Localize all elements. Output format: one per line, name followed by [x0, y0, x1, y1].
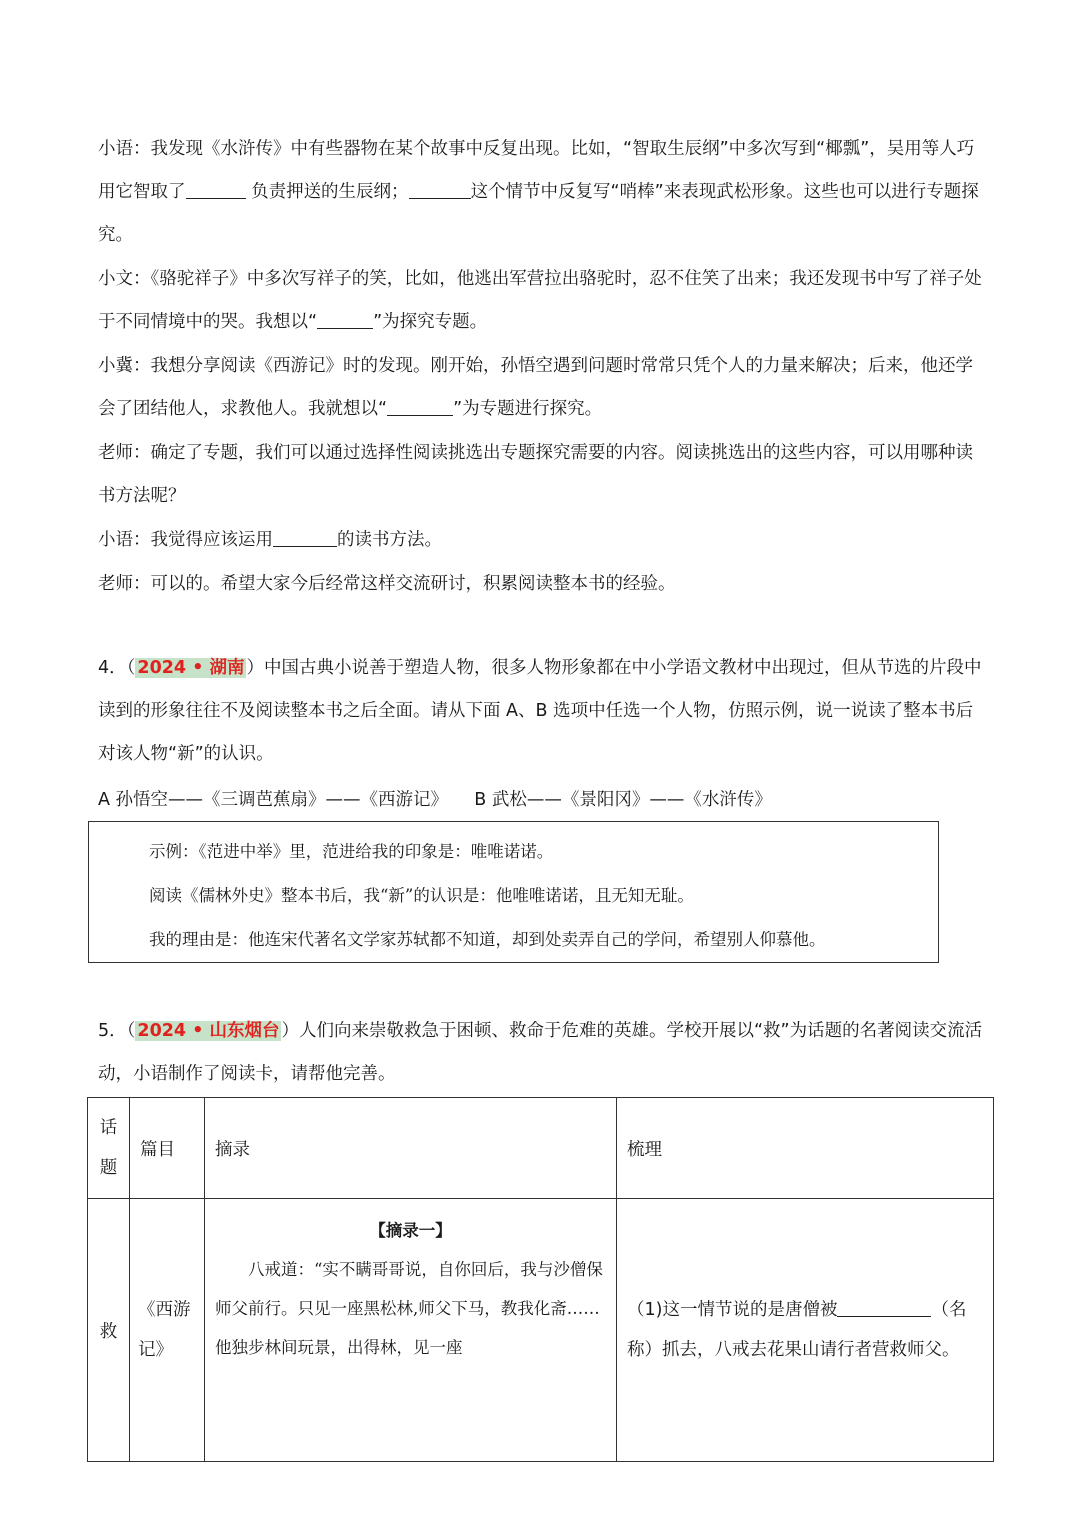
- reading-card-table: [87, 1097, 994, 1462]
- dialogue-xiaoji: 小冀：我想分享阅读《西游记》时的发现。刚开始，孙悟空遇到问题时常常只凭个人的力量来解决；后来，他还学会了团结他人，求教他人。我就想以“ ”为专题进行探究。: [98, 356, 973, 419]
- table-row: [88, 1199, 994, 1462]
- table-header-row: [88, 1098, 994, 1199]
- source-badge: 2024 • 山东烟台: [137, 1021, 280, 1041]
- answer-blank-6[interactable]: [837, 1299, 931, 1318]
- example-line-3: 我的理由是：他连宋代著名文学家苏轼都不知道，却到处卖弄自己的学问，希望别人仰慕他。: [149, 930, 826, 949]
- dialogue-xiaoyu-2: 小语：我觉得应该运用 的读书方法。: [98, 530, 442, 550]
- example-line-2: 阅读《儒林外史》整本书后，我“新”的认识是：他唯唯诺诺，且无知无耻。: [149, 886, 694, 905]
- dialogue-xiaoyu-1: 小语：我发现《水浒传》中有些器物在某个故事中反复出现。比如，“智取生辰纲”中多次写到“椰瓢”，吴用等人巧用它智取了 负责押送的生辰纲； 这个情节中反复写“哨棒”来表现武松形象。这些也可以进行专题探究。: [98, 139, 979, 245]
- answer-blank-3[interactable]: [317, 311, 373, 330]
- question-4-options: A 孙悟空——《三调芭蕉扇》——《西游记》 B 武松——《景阳冈》——《水浒传》: [98, 790, 772, 810]
- answer-blank-4[interactable]: [387, 398, 453, 417]
- header-topic: 话题: [88, 1098, 130, 1199]
- dialogue-teacher-2: 老师：可以的。希望大家今后经常这样交流研讨，积累阅读整本书的经验。: [98, 574, 676, 594]
- example-box: [88, 821, 939, 963]
- answer-blank-2[interactable]: [409, 181, 471, 200]
- answer-blank-5[interactable]: [273, 529, 337, 548]
- cell-analysis: （1)这一情节说的是唐僧被 （名称）抓去，八戒去花果山请行者营救师父。: [617, 1199, 994, 1462]
- dialogue-xiaowen: 小文：《骆驼祥子》中多次写祥子的笑，比如，他逃出军营拉出骆驼时，忍不住笑了出来；我还发现书中写了祥子处于不同情境中的哭。我想以“ ”为探究专题。: [98, 269, 982, 332]
- answer-blank-1[interactable]: [186, 181, 246, 200]
- excerpt-text: 八戒道：“实不瞒哥哥说，自你回后，我与沙僧保师父前行。只见一座黑松林,师父下马，教我化斋……他独步林间玩景，出得林，见一座: [215, 1260, 603, 1357]
- question-4: 4．（ 2024 • 湖南 ）中国古典小说善于塑造人物，很多人物形象都在中小学语文教材中出现过，但从节选的片段中读到的形象往往不及阅读整本书之后全面。请从下面 A、B 选项中任选一个人物，仿照示例，说一说读了整本书后对该人物“新”的认识。: [98, 658, 982, 764]
- header-analysis: 梳理: [617, 1098, 994, 1199]
- header-work: 篇目: [130, 1098, 205, 1199]
- dialogue-teacher-1: 老师：确定了专题，我们可以通过选择性阅读挑选出专题探究需要的内容。阅读挑选出的这些内容，可以用哪种读书方法呢？: [98, 443, 973, 506]
- example-line-1: 示例：《范进中举》里，范进给我的印象是：唯唯诺诺。: [149, 842, 554, 861]
- question-5: 5．（ 2024 • 山东烟台 ）人们向来崇敬救急于困顿、救命于危难的英雄。学校开展以“救”为话题的名著阅读交流活动，小语制作了阅读卡，请帮他完善。: [98, 1021, 983, 1084]
- header-excerpt: 摘录: [205, 1098, 617, 1199]
- cell-topic: 救: [88, 1199, 130, 1462]
- source-badge: 2024 • 湖南: [137, 658, 245, 678]
- excerpt-title: 【摘录一】: [369, 1221, 452, 1240]
- cell-excerpt: [205, 1199, 617, 1462]
- cell-work: 《西游记》: [130, 1199, 205, 1462]
